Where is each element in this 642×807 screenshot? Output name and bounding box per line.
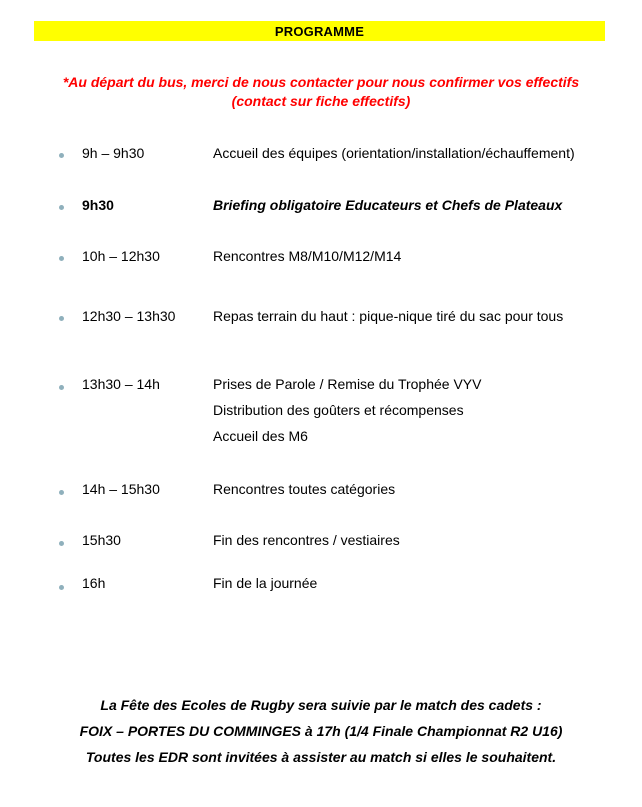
schedule-time: 16h — [82, 575, 106, 591]
notice-line-1: *Au départ du bus, merci de nous contacter pour nous confirmer vos effectifs — [62, 74, 580, 90]
schedule-description: Repas terrain du haut : pique-nique tiré du sac pour tous — [213, 308, 564, 324]
bus-departure-notice — [20, 73, 622, 111]
programme-banner — [34, 21, 605, 41]
bullet-icon — [59, 256, 64, 261]
bullet-icon — [59, 385, 64, 390]
footer-line-2: FOIX – PORTES DU COMMINGES à 17h (1/4 Finale Championnat R2 U16) — [79, 723, 563, 739]
footer-line-1: La Fête des Ecoles de Rugby sera suivie par le match des cadets : — [100, 697, 542, 713]
schedule-description: Fin des rencontres / vestiaires — [213, 532, 400, 548]
schedule-description: Rencontres toutes catégories — [213, 481, 396, 497]
schedule-time: 9h – 9h30 — [82, 145, 145, 161]
schedule-time: 15h30 — [82, 532, 121, 548]
schedule-description: Distribution des goûters et récompenses — [213, 402, 464, 418]
bullet-icon — [59, 490, 64, 495]
schedule-description: Fin de la journée — [213, 575, 318, 591]
schedule-description: Accueil des équipes (orientation/installation/échauffement) — [213, 145, 575, 161]
schedule-time: 14h – 15h30 — [82, 481, 160, 497]
notice-line-2: (contact sur fiche effectifs) — [231, 93, 411, 109]
schedule-time: 10h – 12h30 — [82, 248, 160, 264]
bullet-icon — [59, 153, 64, 158]
schedule-description: Briefing obligatoire Educateurs et Chefs de Plateaux — [213, 197, 563, 213]
bullet-icon — [59, 541, 64, 546]
bullet-icon — [59, 585, 64, 590]
bullet-icon — [59, 316, 64, 321]
schedule-time: 9h30 — [82, 197, 114, 213]
schedule-description: Accueil des M6 — [213, 428, 308, 444]
schedule-time: 13h30 – 14h — [82, 376, 160, 392]
bullet-icon — [59, 205, 64, 210]
schedule-time: 12h30 – 13h30 — [82, 308, 176, 324]
closing-announcement — [20, 692, 622, 770]
schedule-description: Prises de Parole / Remise du Trophée VYV — [213, 376, 482, 392]
programme-title: PROGRAMME — [274, 23, 365, 39]
schedule-description: Rencontres M8/M10/M12/M14 — [213, 248, 402, 264]
footer-line-3: Toutes les EDR sont invitées à assister au match si elles le souhaitent. — [85, 749, 557, 765]
